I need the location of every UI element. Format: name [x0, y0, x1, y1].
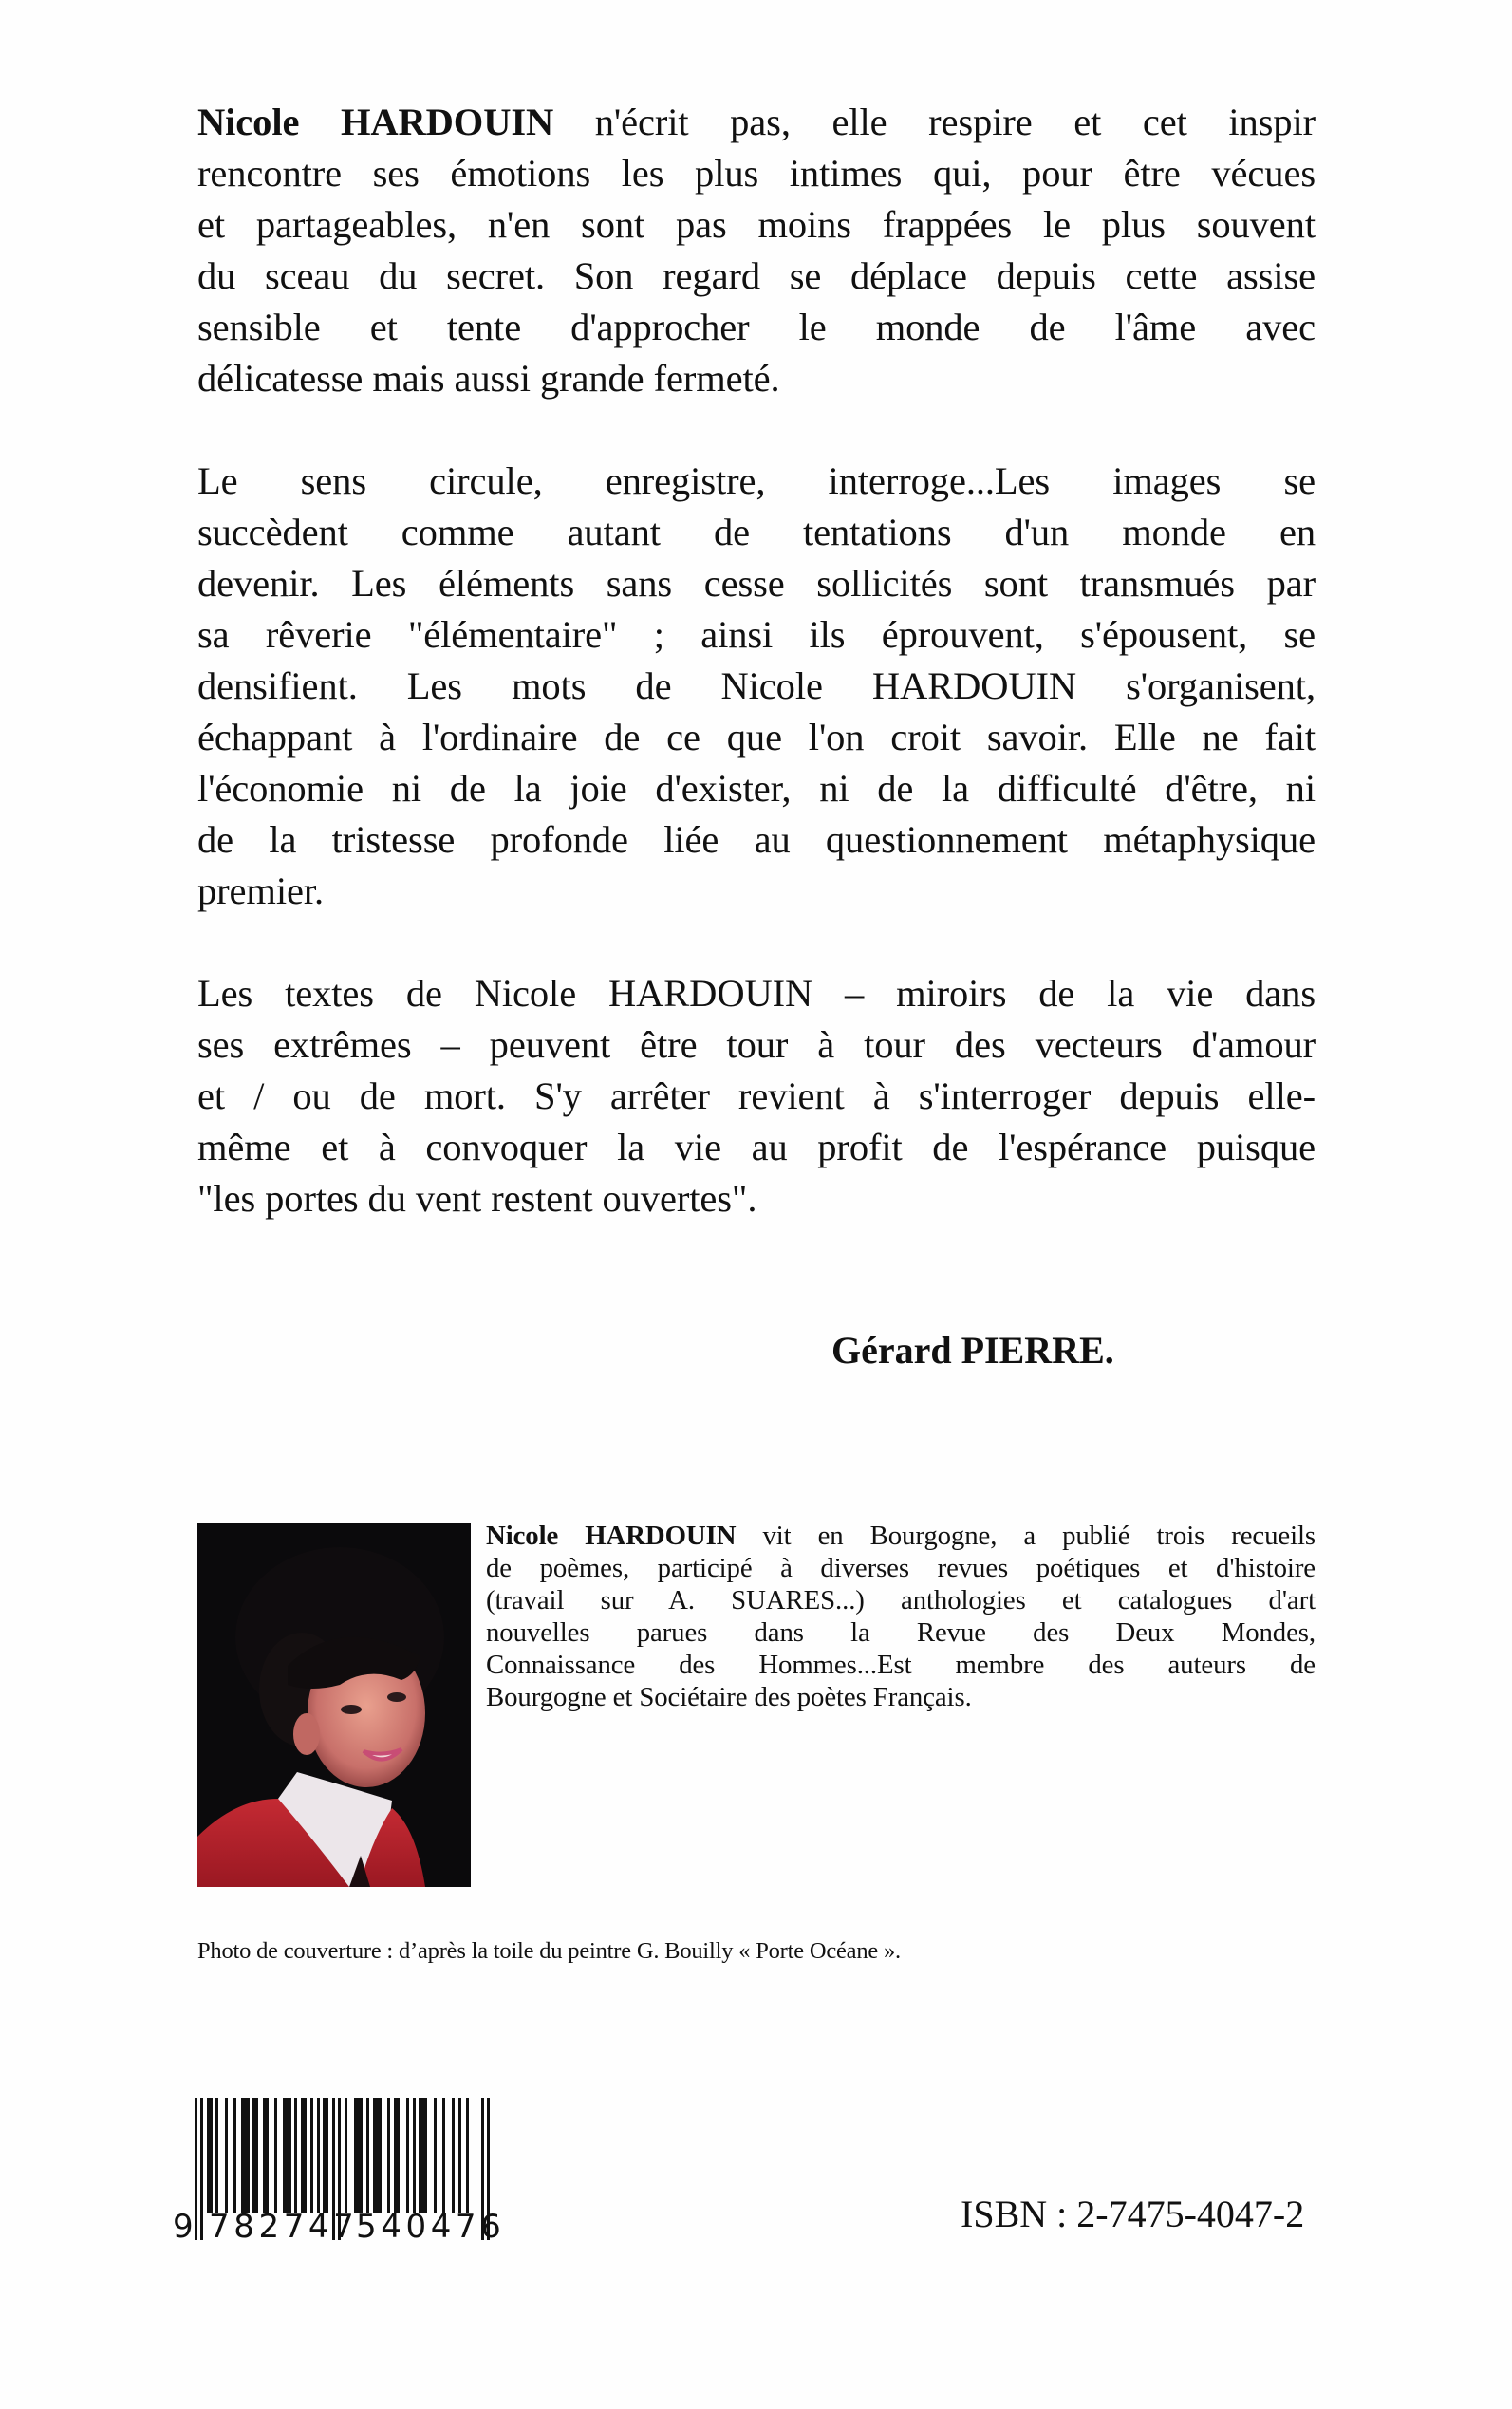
text-line: du sceau du secret. Son regard se déplace depuis cette assise — [197, 254, 1316, 297]
text-line: Nicole HARDOUIN vit en Bourgogne, a publié trois recueils — [486, 1521, 1316, 1551]
text-line: et partageables, n'en sont pas moins frappées le plus souvent — [197, 203, 1316, 246]
author-name-bold: Nicole HARDOUIN — [486, 1521, 737, 1551]
text-line: sa rêverie "élémentaire" ; ainsi ils éprouvent, s'épousent, se — [197, 613, 1316, 656]
text-line: délicatesse mais aussi grande fermeté. — [197, 357, 780, 400]
text-line: devenir. Les éléments sans cesse sollicités sont transmués par — [197, 562, 1316, 605]
cover-photo-credit: Photo de couverture : d’après la toile du peintre G. Bouilly « Porte Océane ». — [197, 1938, 901, 1964]
text-line: l'économie ni de la joie d'exister, ni de la difficulté d'être, ni — [197, 767, 1316, 810]
text-line: sensible et tente d'approcher le monde de l'âme avec — [197, 306, 1316, 348]
preface-paragraph-2 — [197, 456, 1316, 917]
author-photo — [197, 1523, 471, 1887]
barcode-lead-digit: 9 — [173, 2208, 194, 2246]
text-line: Nicole HARDOUIN n'écrit pas, elle respire et cet inspir — [197, 101, 1316, 143]
text-line: Les textes de Nicole HARDOUIN – miroirs de la vie dans — [197, 972, 1316, 1015]
barcode-right-digits: 540476 — [356, 2208, 506, 2246]
text-line: premier. — [197, 869, 325, 912]
text-line: Bourgogne et Sociétaire des poètes Français. — [486, 1682, 972, 1712]
preface-text — [197, 97, 1316, 1276]
text-line: et / ou de mort. S'y arrêter revient à s'interroger depuis elle- — [197, 1074, 1316, 1117]
preface-paragraph-3 — [197, 968, 1316, 1224]
isbn-number: ISBN : 2-7475-4047-2 — [961, 2193, 1305, 2235]
portrait-illustration — [197, 1523, 471, 1887]
author-name-bold: Nicole HARDOUIN — [197, 101, 554, 143]
text-line: "les portes du vent restent ouvertes". — [197, 1177, 757, 1220]
text-line: de la tristesse profonde liée au questionnement métaphysique — [197, 818, 1316, 861]
ean-barcode — [173, 2098, 506, 2250]
preface-signature: Gérard PIERRE. — [831, 1329, 1114, 1372]
text-line: nouvelles parues dans la Revue des Deux Mondes, — [486, 1617, 1316, 1648]
text-line: Connaissance des Hommes...Est membre des auteurs de — [486, 1650, 1316, 1680]
text-line: densifient. Les mots de Nicole HARDOUIN s'organisent, — [197, 664, 1316, 707]
text-line: (travail sur A. SUARES...) anthologies et catalogues d'art — [486, 1585, 1316, 1615]
text-line: ses extrêmes – peuvent être tour à tour des vecteurs d'amour — [197, 1023, 1316, 1066]
author-bio — [486, 1520, 1316, 1713]
text-line: rencontre ses émotions les plus intimes qui, pour être vécues — [197, 152, 1316, 195]
text-line: succèdent comme autant de tentations d'un monde en — [197, 511, 1316, 553]
text-line: Le sens circule, enregistre, interroge...Les images se — [197, 459, 1316, 502]
preface-paragraph-1 — [197, 97, 1316, 404]
text-line: échappant à l'ordinaire de ce que l'on croit savoir. Elle ne fait — [197, 716, 1316, 758]
text-line: même et à convoquer la vie au profit de l'espérance puisque — [197, 1126, 1316, 1168]
text-line: de poèmes, participé à diverses revues poétiques et d'histoire — [486, 1553, 1316, 1583]
barcode-left-digits: 782747 — [209, 2208, 359, 2246]
